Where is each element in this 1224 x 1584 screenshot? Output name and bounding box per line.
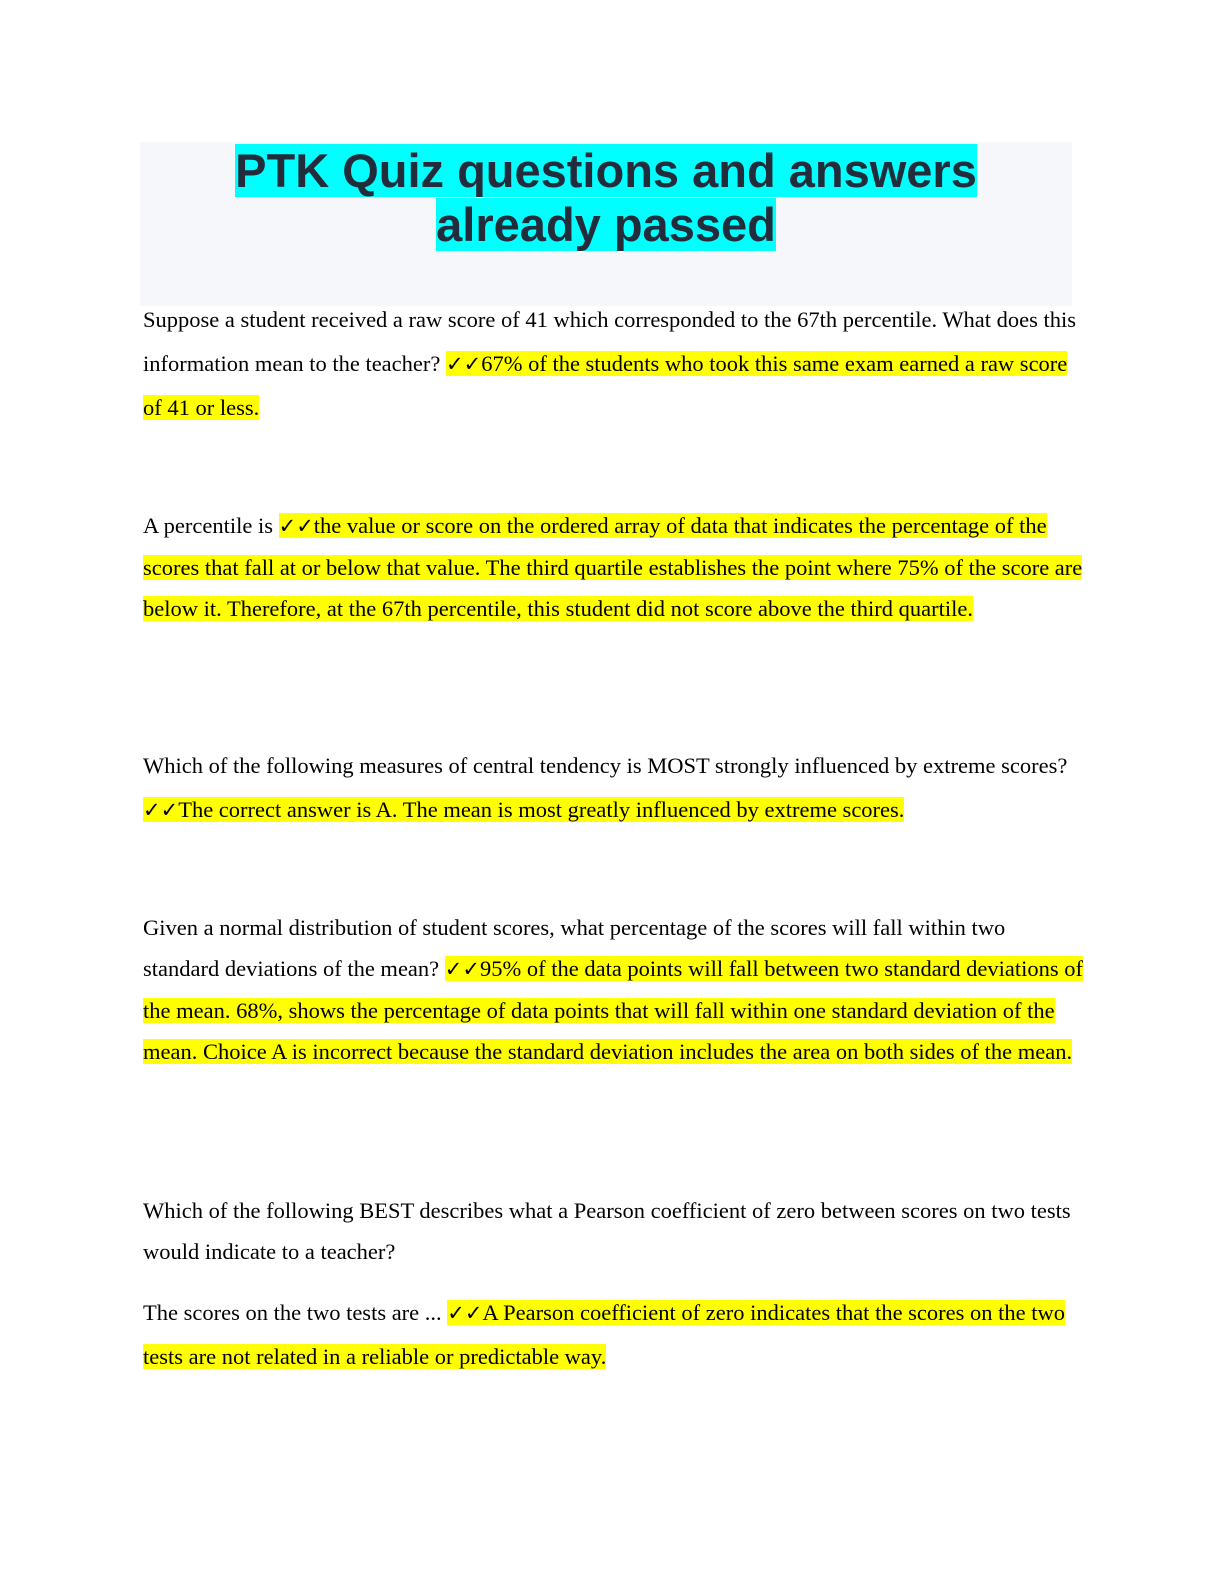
qa-item-6 (143, 1291, 1083, 1379)
double-check-icon: ✓✓ (446, 352, 482, 376)
title-line-2: already passed (436, 198, 776, 251)
question-text: Which of the following measures of central tendency is MOST strongly influenced by extreme scores? (143, 753, 1068, 778)
double-check-icon: ✓✓ (444, 957, 480, 981)
answer-content: A Pearson coefficient of zero indicates that the scores on the two tests are not related in a reliable or predictable way. (143, 1300, 1066, 1369)
question-text: A percentile is (143, 513, 279, 538)
title-line-1: PTK Quiz questions and answers (235, 144, 977, 197)
double-check-icon: ✓✓ (278, 514, 314, 538)
answer-content: 67% of the students who took this same exam earned a raw score of 41 or less. (143, 351, 1068, 420)
question-text: Which of the following BEST describes what a Pearson coefficient of zero between scores on two tests would indicate to a teacher? (143, 1198, 1071, 1264)
qa-item-4 (143, 907, 1083, 1072)
page-title (140, 142, 1072, 252)
question-text: The scores on the two tests are ... (143, 1300, 448, 1325)
answer-text (143, 797, 904, 822)
answer-text (143, 513, 1082, 621)
answer-content: the value or score on the ordered array of data that indicates the percentage of the scores that fall at or below that value. The third quartile establishes the point where 75% of the score are below it. Therefore, at the 67th percentile, this student did not score above the third quartile. (143, 513, 1083, 621)
double-check-icon: ✓✓ (447, 1301, 483, 1325)
question-text: Given a normal distribution of student scores, what percentage of the scores will fall within two standard deviations of the mean? (143, 915, 1006, 981)
title-panel (140, 142, 1072, 306)
answer-content: 95% of the data points will fall between two standard deviations of the mean. 68%, shows the percentage of data points that will fall within one standard deviation of the mean. Choice A is incorrect because the standard deviation includes the area on both sides of the mean. (143, 956, 1083, 1064)
qa-item-1 (143, 298, 1083, 430)
qa-item-2 (143, 505, 1083, 629)
double-check-icon: ✓✓ (143, 798, 179, 822)
question-text: Suppose a student received a raw score of 41 which corresponded to the 67th percentile. What does this information mean to the teacher? (143, 307, 1077, 376)
qa-item-5 (143, 1190, 1083, 1272)
answer-content: The correct answer is A. The mean is most greatly influenced by extreme scores. (178, 797, 905, 822)
qa-item-3 (143, 744, 1083, 832)
